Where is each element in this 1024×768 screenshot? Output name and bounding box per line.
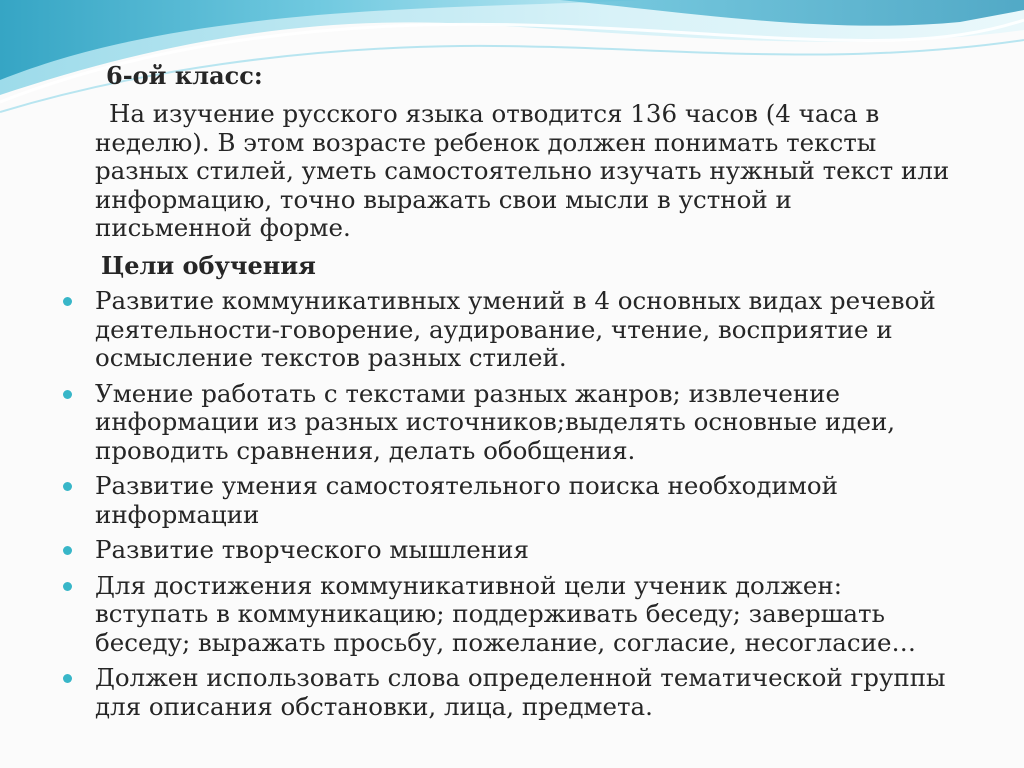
goal-text: Развитие умения самостоятельного поиска необходимой информации xyxy=(95,471,838,529)
goal-text: Должен использовать слова определенной тематической группы для описания обстановки, лица, предмета. xyxy=(95,663,946,721)
goal-item xyxy=(60,287,960,373)
class-title: 6-ой класс: xyxy=(106,61,263,90)
dot-bullet-icon xyxy=(63,582,72,591)
goal-text: Умение работать с текстами разных жанров; извлечение информации из разных источников;выделять основные идеи, проводить сравнения, делать обобщения. xyxy=(95,378,896,465)
dot-bullet-icon xyxy=(63,297,72,306)
goal-item xyxy=(60,380,960,466)
dot-bullet-icon xyxy=(63,390,72,399)
goal-item xyxy=(60,664,960,721)
goal-item xyxy=(60,572,960,658)
goal-text: Развитие творческого мышления xyxy=(95,535,529,564)
goals-title: Цели обучения xyxy=(101,251,316,280)
goals-list xyxy=(60,287,960,728)
dot-bullet-icon xyxy=(63,674,72,683)
goal-text: Для достижения коммуникативной цели ученик должен: вступать в коммуникацию; поддерживать беседу; завершать беседу; выражать просьбу, пожелание, согласие, несогласие… xyxy=(95,570,916,657)
goal-item xyxy=(60,536,960,565)
dot-bullet-icon xyxy=(63,546,72,555)
dot-bullet-icon xyxy=(63,482,72,491)
goal-item xyxy=(60,472,960,529)
intro-paragraph: На изучение русского языка отводится 136 часов (4 часа в неделю). В этом возрасте ребенок должен понимать тексты разных стилей, уметь самостоятельно изучать нужный текст или информацию, точно выражать свои мысли в устной и письменной форме. xyxy=(95,99,950,242)
goal-text: Развитие коммуникативных умений в 4 основных видах речевой деятельности-говорение, аудирование, чтение, восприятие и осмысление текстов разных стилей. xyxy=(95,286,936,372)
